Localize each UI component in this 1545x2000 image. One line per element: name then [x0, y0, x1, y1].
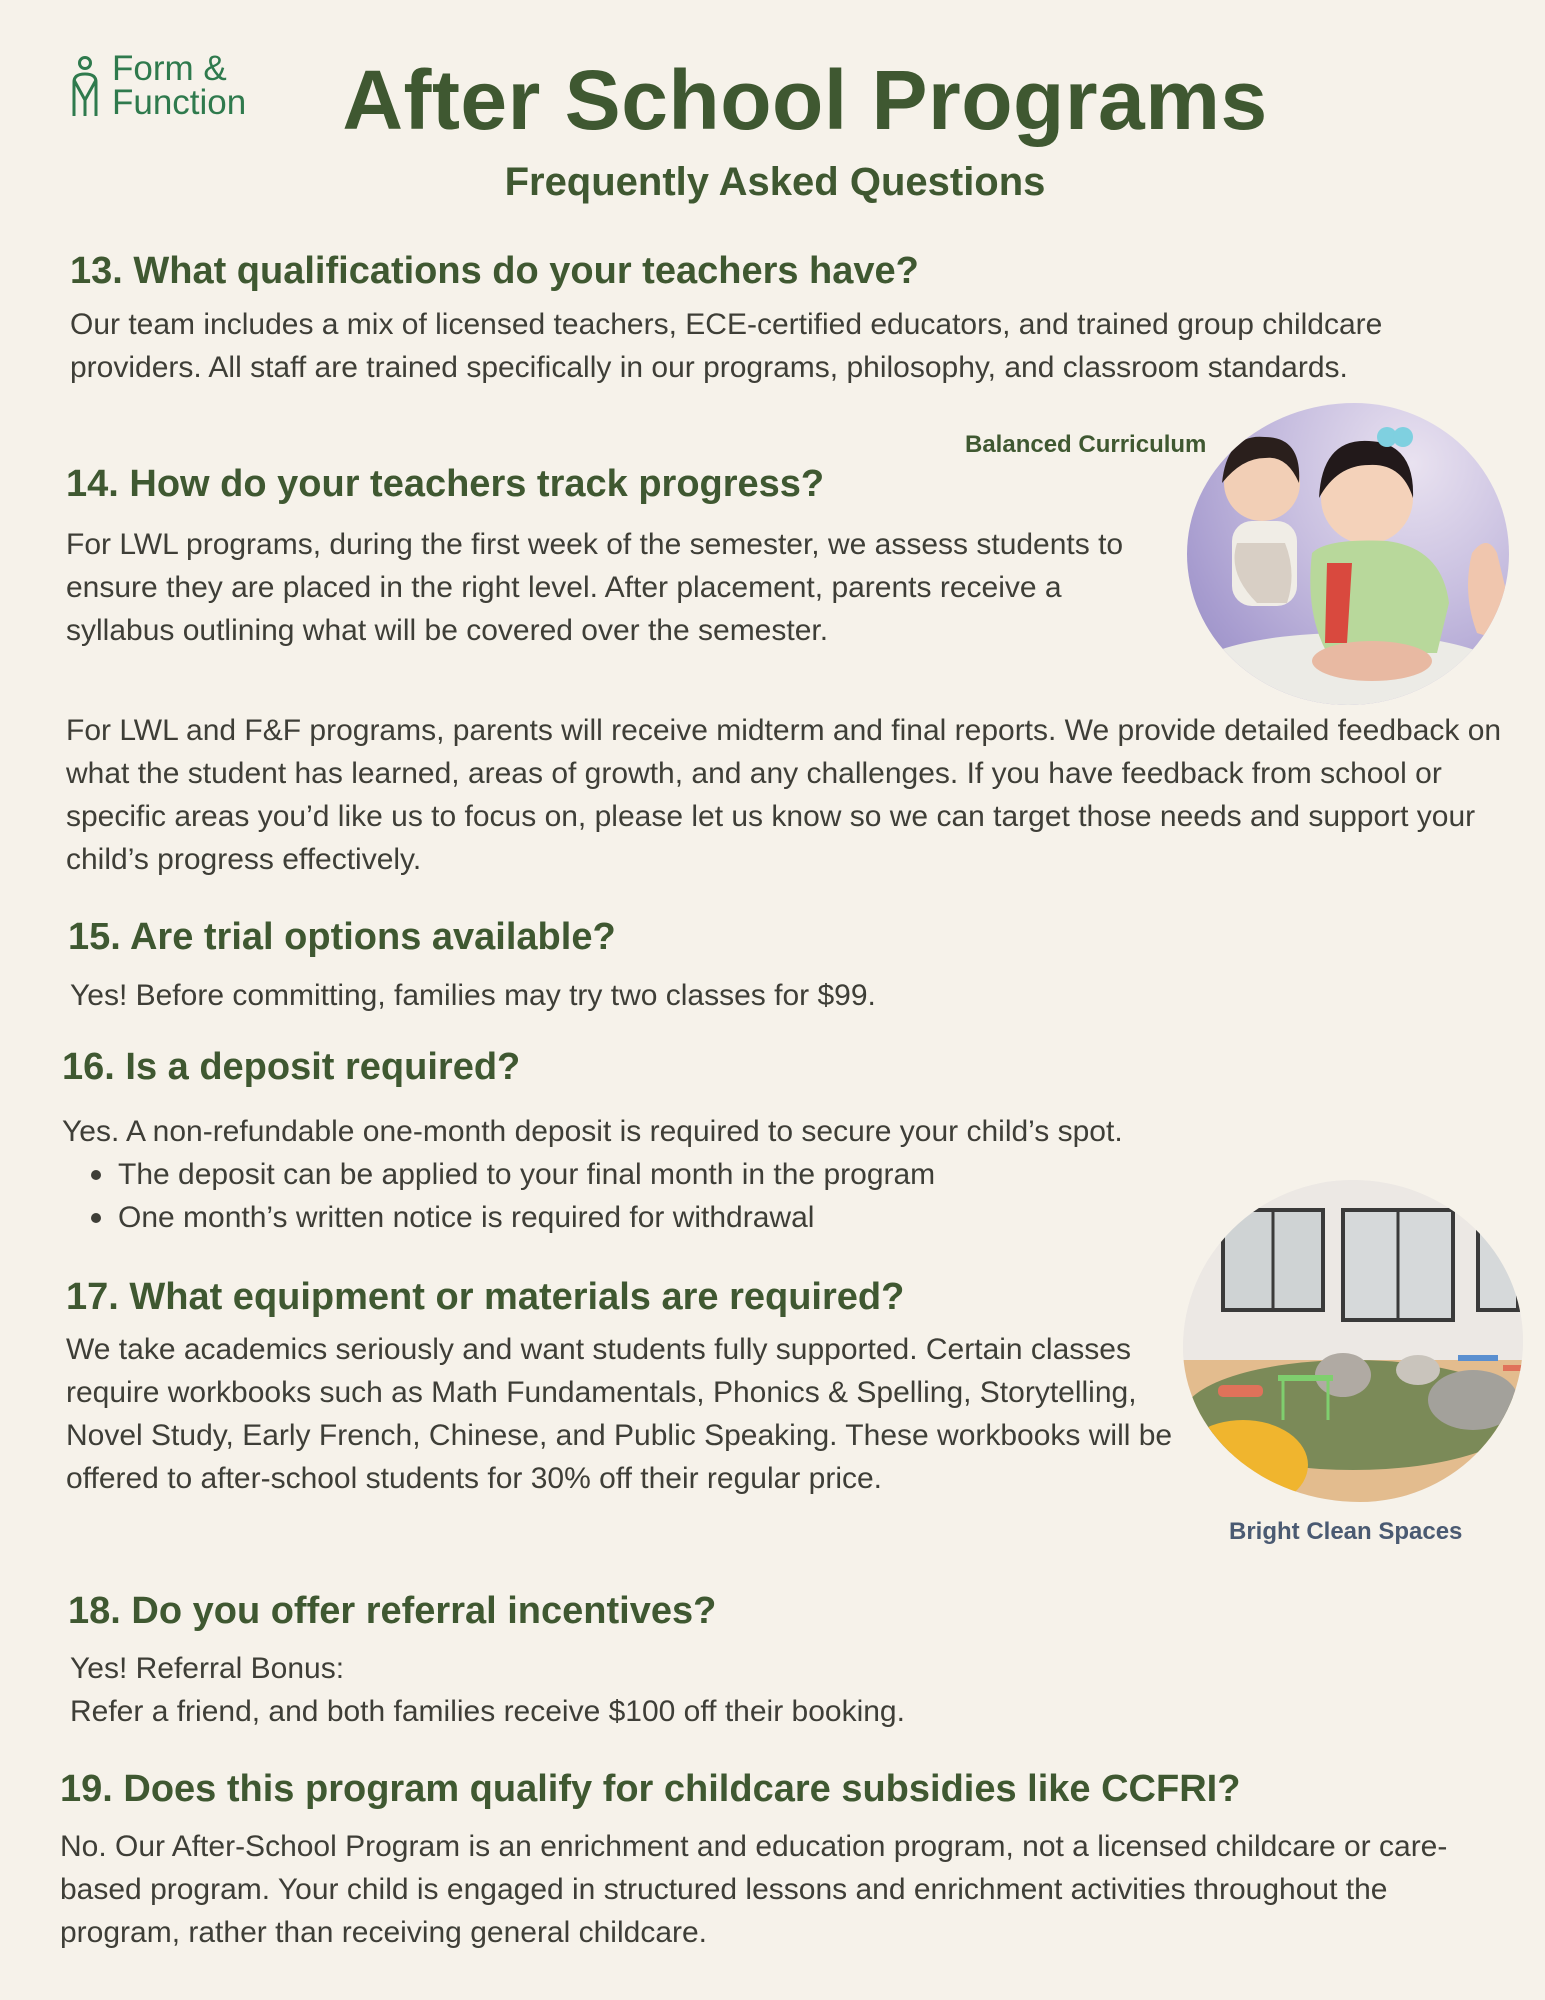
classroom-illustration [1183, 1180, 1523, 1502]
faq-answer-16: Yes. A non-refundable one-month deposit is required to secure your child’s spot. [62, 1115, 1123, 1148]
faq-question-13: 13. What qualifications do your teachers have? [70, 250, 919, 292]
faq-question-18: 18. Do you offer referral incentives? [68, 1590, 717, 1632]
faq-answer-18-part-2: Refer a friend, and both families receive $100 off their booking. [70, 1695, 905, 1728]
photo-caption-curriculum: Balanced Curriculum [965, 431, 1207, 458]
page-title: After School Programs [342, 53, 1268, 147]
children-photo [1187, 403, 1509, 705]
children-illustration [1187, 403, 1509, 705]
faq-answer-17: We take academics seriously and want students fully supported. Certain classes require workbooks such as Math Fundamentals, Phonics & Spelling, Storytelling, Novel Study, Early French, Chinese, and Public Speaking. These workbooks will be offered to after-school students for 30% off their regular price. [66, 1333, 1173, 1495]
faq-answer-14-part-2: For LWL and F&F programs, parents will receive midterm and final reports. We provide detailed feedback on what the student has learned, areas of growth, and any challenges. If you have feedback from school or specific areas you’d like us to focus on, please let us know so we can target those needs and support your child’s progress effectively. [66, 714, 1502, 876]
deposit-bullet-item: One month’s written notice is required for withdrawal [68, 1196, 1168, 1239]
classroom-photo [1183, 1180, 1523, 1502]
brand-line-2: Function [112, 83, 247, 122]
faq-question-14: 14. How do your teachers track progress? [66, 463, 825, 505]
faq-answer-19: No. Our After-School Program is an enrichment and education program, not a licensed childcare or care-based program. Your child is engaged in structured lessons and enrichment activities throughout the program, rather than receiving general childcare. [60, 1830, 1448, 1949]
faq-answer-15: Yes! Before committing, families may try two classes for $99. [70, 979, 876, 1012]
deposit-bullet-list [68, 1153, 1168, 1239]
brand-line-1: Form & [112, 49, 227, 88]
faq-answer-14-part-1: For LWL programs, during the first week of the semester, we assess students to ensure they are placed in the right level. After placement, parents receive a syllabus outlining what will be covered over the semester. [66, 528, 1124, 647]
deposit-bullet-item: The deposit can be applied to your final month in the program [68, 1153, 1168, 1196]
photo-caption-spaces: Bright Clean Spaces [1229, 1518, 1463, 1545]
faq-question-19: 19. Does this program qualify for childcare subsidies like CCFRI? [60, 1768, 1241, 1810]
faq-question-16: 16. Is a deposit required? [62, 1046, 521, 1088]
faq-question-15: 15. Are trial options available? [68, 916, 616, 958]
faq-answer-18-part-1: Yes! Referral Bonus: [70, 1652, 345, 1685]
page-subtitle: Frequently Asked Questions [504, 160, 1046, 204]
faq-answer-13: Our team includes a mix of licensed teachers, ECE-certified educators, and trained group childcare providers. All staff are trained specifically in our programs, philosophy, and classroom standards. [70, 308, 1383, 384]
faq-question-17: 17. What equipment or materials are required? [66, 1276, 905, 1318]
